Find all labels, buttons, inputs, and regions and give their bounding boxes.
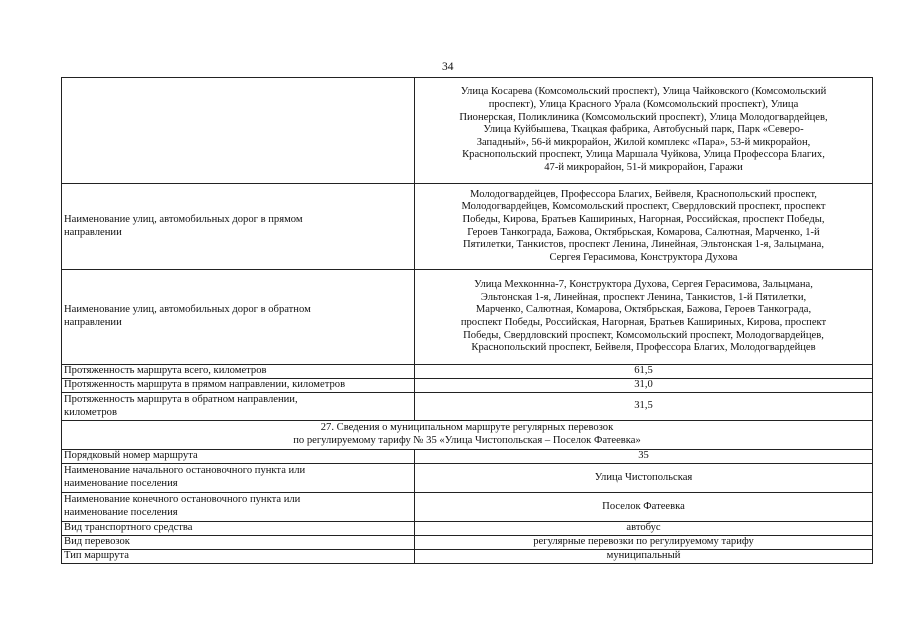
- route-value-cell-line: Героев Танкограда, Бажова, Октябрьская, Комарова, Салютная, Марченко, 1-й: [467, 226, 820, 238]
- route-label-cell-line: Протяженность маршрута в прямом направлении, километров: [64, 379, 346, 391]
- table-row: [62, 522, 873, 536]
- route35-value-cell: [415, 522, 873, 536]
- route35-label-cell: [62, 464, 415, 493]
- route35-label-cell-line: Порядковый номер маршрута: [64, 450, 198, 462]
- route35-value-cell-line: Улица Чистопольская: [594, 471, 693, 483]
- route35-label-cell-line: наименование поселения: [64, 478, 178, 489]
- route35-value-cell-line: 35: [638, 450, 649, 462]
- section-title: [62, 421, 873, 450]
- route-value-cell: [415, 393, 873, 421]
- route-value-cell-line: 61,5: [634, 365, 653, 377]
- route-label-cell-line: направлении: [64, 226, 122, 238]
- route35-value-cell: [415, 450, 873, 464]
- route-value-cell-line: Краснопольский проспект, Бейвеля, Профессора Благих, Молодогвардейцев: [471, 342, 816, 354]
- route-value-cell: [415, 184, 873, 270]
- route35-label-cell-line: Вид транспортного средства: [64, 522, 193, 534]
- route35-label-cell: [62, 522, 415, 536]
- route-value-cell-line: Улица Мехконнна-7, Конструктора Духова, Сергея Герасимова, Зальцмана,: [474, 279, 813, 291]
- table-row: [62, 365, 873, 379]
- route35-label-cell: [62, 536, 415, 550]
- route-value-cell-line: Пионерская, Поликлиника (Комсомольский проспект), Улица Молодогвардейцев,: [459, 111, 828, 123]
- section-title-line: 27. Сведения о муниципальном маршруте регулярных перевозок: [320, 422, 614, 434]
- table-row: [62, 393, 873, 421]
- route-value-cell-line: Улица Косарева (Комсомольский проспект), Улица Чайковского (Комсомольский: [460, 86, 827, 98]
- route-value-cell-line: проспект Победы, Российская, Нагорная, Братьев Кашириных, Кирова, проспект: [460, 317, 827, 328]
- section-title-line: по регулируемому тарифу № 35 «Улица Чистопольская – Поселок Фатеевка»: [293, 435, 641, 446]
- page-number: 34: [442, 61, 454, 73]
- route35-label-cell-line: Тип маршрута: [64, 550, 129, 562]
- route-value-cell-line: Пятилетки, Танкистов, проспект Ленина, Линейная, Эльтонская 1-я, Зальцмана,: [462, 239, 825, 251]
- route35-value-cell-line: регулярные перевозки по регулируемому тарифу: [533, 536, 754, 548]
- table-row: [62, 270, 873, 365]
- route35-value-cell: [415, 550, 873, 564]
- route35-value-cell: [415, 493, 873, 522]
- route-table-body: [62, 78, 873, 564]
- route-label-cell-line: направлении: [64, 317, 122, 328]
- route35-label-cell: [62, 450, 415, 464]
- route-label-cell: [62, 365, 415, 379]
- route-label-cell: [62, 379, 415, 393]
- section-header-row: [62, 421, 873, 450]
- route-value-cell-line: Сергея Герасимова, Конструктора Духова: [549, 251, 738, 263]
- route-label-cell: [62, 270, 415, 365]
- route35-value-cell-line: муниципальный: [606, 550, 681, 562]
- route-value-cell-line: 47-й микрорайон, 51-й микрорайон, Гаражи: [544, 161, 743, 173]
- route-label-cell: [62, 184, 415, 270]
- route-label-cell: [62, 78, 415, 184]
- route-table: [61, 77, 873, 564]
- route-value-cell-line: 31,5: [634, 400, 653, 412]
- route-value-cell-line: Победы, Кирова, Братьев Кашириных, Нагорная, Российская, проспект Победы,: [462, 213, 825, 225]
- route-value-cell: [415, 78, 873, 184]
- route-value-cell-line: Улица Куйбышева, Ткацкая фабрика, Автобусный парк, Парк «Северо-: [483, 124, 804, 136]
- route35-value-cell: [415, 536, 873, 550]
- route35-label-cell-line: Наименование конечного остановочного пункта или: [64, 494, 301, 506]
- route-label-cell-line: Протяженность маршрута всего, километров: [64, 365, 267, 377]
- route-value-cell-line: проспект), Улица Красного Урала (Комсомольский проспект), Улица: [488, 99, 799, 111]
- route-value-cell: [415, 379, 873, 393]
- table-row: [62, 464, 873, 493]
- route35-label-cell-line: Вид перевозок: [64, 536, 130, 548]
- route35-value-cell-line: Поселок Фатеевка: [602, 500, 685, 512]
- route-value-cell-line: Западный», 56-й микрорайон, Жилой комплекс «Пара», 53-й микрорайон,: [476, 136, 811, 148]
- route35-label-cell: [62, 493, 415, 522]
- route-value-cell-line: Краснопольский проспект, Улица Маршала Чуйкова, Улица Профессора Благих,: [462, 149, 825, 161]
- route-value-cell-line: Молодогвардейцев, Профессора Благих, Бейвеля, Краснопольский проспект,: [470, 188, 817, 200]
- route35-value-cell: [415, 464, 873, 493]
- route-label-cell: [62, 393, 415, 421]
- route35-label-cell-line: наименование поселения: [64, 507, 178, 518]
- table-row: [62, 379, 873, 393]
- table-row: [62, 550, 873, 564]
- route-label-cell-line: Наименование улиц, автомобильных дорог в обратном: [64, 304, 311, 316]
- table-row: [62, 493, 873, 522]
- route-value-cell-line: Эльтонская 1-я, Линейная, проспект Ленина, Танкистов, 1-й Пятилетки,: [480, 291, 807, 303]
- route35-label-cell-line: Наименование начального остановочного пункта или: [64, 465, 306, 477]
- route-value-cell-line: Молодогвардейцев, Комсомольский проспект, Свердловский проспект, проспект: [461, 201, 826, 213]
- route-label-cell-line: Протяженность маршрута в обратном направлении,: [64, 393, 298, 405]
- route-label-cell-line: Наименование улиц, автомобильных дорог в прямом: [64, 213, 303, 225]
- route-value-cell-line: 31,0: [634, 379, 653, 391]
- route-value-cell: [415, 270, 873, 365]
- route35-label-cell: [62, 550, 415, 564]
- route-value-cell-line: Победы, Свердловский проспект, Комсомольский проспект, Молодогвардейцев,: [463, 329, 824, 341]
- table-row: [62, 184, 873, 270]
- table-row: [62, 450, 873, 464]
- route35-value-cell-line: автобус: [626, 522, 661, 534]
- route-label-cell-line: километров: [64, 406, 117, 418]
- table-row: [62, 536, 873, 550]
- route-value-cell-line: Марченко, Салютная, Комарова, Октябрьская, Бажова, Героев Танкограда,: [475, 304, 812, 316]
- route-value-cell: [415, 365, 873, 379]
- table-row: [62, 78, 873, 184]
